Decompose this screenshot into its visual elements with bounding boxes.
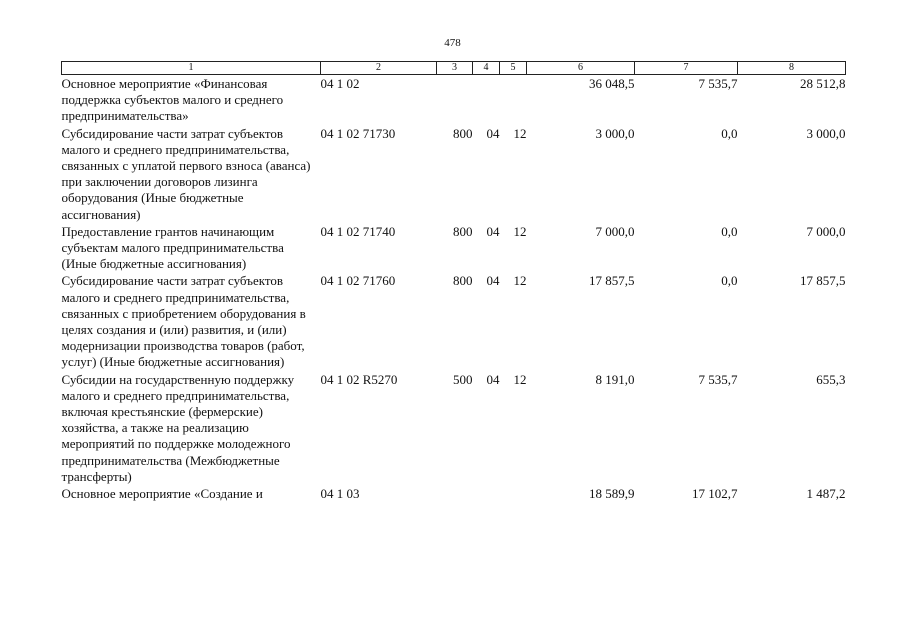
row-rz: 04	[486, 371, 500, 387]
row-vr	[437, 485, 473, 502]
row-total: 7 000,0	[595, 223, 635, 239]
row-col8: 7 000,0	[806, 223, 846, 239]
row-csr: 04 1 02 71760	[320, 273, 396, 289]
row-vr: 800	[453, 125, 473, 141]
row-rz	[473, 75, 500, 125]
row-total: 8 191,0	[595, 371, 635, 387]
column-header: 4	[473, 62, 500, 75]
column-header: 2	[321, 62, 437, 75]
row-col7: 17 102,7	[692, 486, 738, 502]
row-name: Основное мероприятие «Создание и	[61, 486, 263, 502]
row-col8: 1 487,2	[806, 486, 846, 502]
table-row	[62, 485, 846, 502]
table-row	[62, 125, 846, 223]
column-header: 3	[437, 62, 473, 75]
row-col8: 3 000,0	[806, 125, 846, 141]
row-total: 36 048,5	[589, 76, 635, 91]
row-pr	[500, 75, 527, 125]
row-col7: 7 535,7	[698, 76, 738, 91]
header-row	[62, 62, 846, 75]
row-csr: 04 1 02 71740	[320, 223, 396, 239]
row-col8: 655,3	[816, 371, 846, 387]
table-row	[62, 371, 846, 485]
row-pr	[500, 485, 527, 502]
row-col7: 7 535,7	[698, 371, 738, 387]
row-rz	[473, 485, 500, 502]
row-csr: 04 1 02 R5270	[320, 371, 398, 387]
row-name: Субсидии на государственную поддержку малого и среднего предпринимательства, включая крестьянские (фермерские) хозяйства, а также на реализацию мероприятий по поддержке молодежного предпринимательства (Межбюджетные трансферты)	[61, 371, 295, 484]
row-name: Основное мероприятие «Финансовая поддержка субъектов малого и среднего предпринимательства»	[61, 76, 284, 124]
row-total: 18 589,9	[589, 486, 635, 502]
row-col8: 28 512,8	[800, 76, 846, 91]
row-vr	[437, 75, 473, 125]
row-pr: 12	[513, 371, 527, 387]
row-total: 17 857,5	[589, 273, 635, 289]
table-row	[62, 272, 846, 370]
column-header: 8	[738, 62, 846, 75]
row-csr: 04 1 03	[320, 486, 360, 502]
row-name: Предоставление грантов начинающим субъектам малого предпринимательства (Иные бюджетные ассигнования)	[61, 223, 284, 272]
column-header: 6	[527, 62, 635, 75]
row-rz: 04	[486, 125, 500, 141]
column-header: 5	[500, 62, 527, 75]
column-header: 1	[62, 62, 321, 75]
table-row	[62, 223, 846, 273]
row-pr: 12	[513, 223, 527, 239]
row-vr: 800	[453, 273, 473, 289]
column-header: 7	[635, 62, 738, 75]
row-csr: 04 1 02 71730	[320, 125, 396, 141]
row-name: Субсидирование части затрат субъектов малого и среднего предпринимательства, связанных с приобретением оборудования в целях создания и (или) развития, и (или) модернизации производства товаров (работ, услуг) (Иные бюджетные ассигнования)	[61, 273, 306, 370]
row-col7: 0,0	[721, 273, 738, 289]
budget-table	[61, 61, 846, 502]
row-rz: 04	[486, 223, 500, 239]
row-vr: 500	[453, 371, 473, 387]
row-csr: 04 1 02	[320, 76, 360, 91]
row-vr: 800	[453, 223, 473, 239]
row-name: Субсидирование части затрат субъектов малого и среднего предпринимательства, связанных с уплатой первого взноса (аванса) при заключении договоров лизинга оборудования (Иные бюджетные ассигнования)	[61, 125, 311, 222]
row-total: 3 000,0	[595, 125, 635, 141]
table-row	[62, 75, 846, 125]
row-col8: 17 857,5	[800, 273, 846, 289]
row-rz: 04	[486, 273, 500, 289]
row-pr: 12	[513, 273, 527, 289]
row-col7: 0,0	[721, 223, 738, 239]
row-col7: 0,0	[721, 125, 738, 141]
page-number: 478	[444, 37, 461, 49]
row-pr: 12	[513, 125, 527, 141]
